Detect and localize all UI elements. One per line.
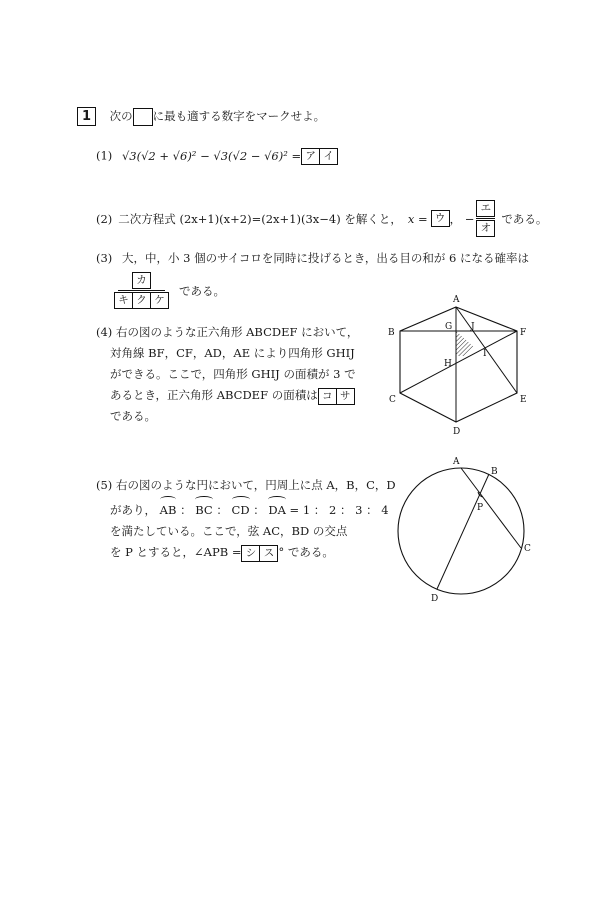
q4-line5: である。 [110, 409, 156, 423]
label-d: D [431, 594, 439, 604]
q3-blank-ka[interactable]: カ [132, 272, 151, 289]
q1-expression: √3(√2 + √6)² − √3(√2 − √6)² = [121, 148, 302, 163]
label-g: G [445, 322, 453, 332]
arc-cd: CD [232, 500, 250, 521]
problem-header [77, 107, 325, 126]
q3-blank-ke[interactable]: ケ [151, 292, 169, 309]
circle-figure [385, 452, 545, 612]
arc-sep-1: ： [180, 503, 192, 517]
q3-tail: である。 [179, 283, 225, 298]
hexagon-figure [380, 290, 530, 440]
q4-line1: 右の図のような正六角形 ABCDEF において， [115, 325, 359, 339]
q2-blank-o[interactable]: オ [476, 220, 495, 237]
chord-bd [437, 474, 489, 589]
q3-label: (3) [96, 251, 113, 265]
q5-blank-shi[interactable]: シ [241, 545, 260, 562]
arc-ratio: = 1 ： 2 ： 3 ： 4 [289, 503, 389, 517]
q3-blank-ku[interactable]: ク [133, 292, 151, 309]
arc-sep-3: ： [253, 503, 265, 517]
question-5 [96, 475, 396, 563]
q5-label: (5) [96, 478, 113, 492]
q5-line3: を満たしている。ここで，弦 AC，BD の交点 [110, 524, 348, 538]
arc-ab: AB [160, 500, 177, 521]
label-i: I [483, 349, 487, 359]
label-h: H [444, 359, 452, 369]
q2-separator: ， − [449, 211, 475, 226]
q5-line4: を P とすると，∠APB = [110, 545, 242, 559]
answer-blank-example [133, 108, 153, 126]
label-b: B [491, 467, 498, 477]
q1-blank-a[interactable]: ア [301, 148, 320, 165]
q4-blank-sa[interactable]: サ [337, 388, 355, 405]
question-2 [96, 200, 547, 237]
label-d: D [453, 427, 461, 437]
label-a: A [453, 457, 460, 467]
label-f: F [520, 328, 527, 338]
label-c: C [524, 544, 531, 554]
arc-sep-2: ： [216, 503, 228, 517]
q2-tail: である。 [501, 211, 548, 226]
label-p: P [477, 503, 484, 513]
instruction-suffix: に最も適する数字をマークせよ。 [152, 109, 326, 123]
q5-blank-su[interactable]: ス [260, 545, 278, 562]
label-a: A [453, 295, 460, 305]
chord-ac [461, 468, 521, 548]
circle-outline [398, 468, 524, 594]
arc-bc: BC [195, 500, 212, 521]
question-1 [96, 148, 338, 165]
question-3 [96, 250, 529, 266]
q1-label: (1) [96, 148, 113, 163]
q3-fraction [114, 272, 169, 309]
q2-blank-e[interactable]: エ [476, 200, 495, 217]
q2-blank-u[interactable]: ウ [431, 210, 450, 227]
hexagon-outline [400, 307, 517, 422]
shaded-region-ghij [456, 331, 474, 356]
q2-label: (2) [96, 211, 113, 226]
question-4 [96, 322, 396, 427]
q2-text: 二次方程式 (2x+1)(x+2)=(2x+1)(3x−4) を解くと， [118, 211, 402, 226]
q3-blank-ki[interactable]: キ [114, 292, 133, 309]
q2-x-equals: x = [407, 211, 428, 226]
q2-fraction [476, 200, 495, 237]
label-b: B [388, 328, 395, 338]
q5-line2-prefix: があり， [110, 503, 156, 517]
q3-answer-row [114, 272, 225, 309]
instruction-prefix: 次の [109, 109, 133, 123]
label-e: E [520, 395, 527, 405]
q5-line4-post: ° である。 [278, 545, 334, 559]
q3-text: 大，中，小 3 個のサイコロを同時に投げるとき，出る目の和が 6 になる確率は [121, 251, 529, 265]
q4-line3: ができる。ここで，四角形 GHIJ の面積が 3 で [110, 367, 356, 381]
q5-line1: 右の図のような円において，円周上に点 A，B，C，D [115, 478, 396, 492]
q4-label: (4) [96, 325, 113, 339]
arc-da: DA [268, 500, 286, 521]
q1-blank-i[interactable]: イ [320, 148, 338, 165]
q4-blank-ko[interactable]: コ [318, 388, 337, 405]
q4-line4: あるとき，正六角形 ABCDEF の面積は [110, 388, 318, 402]
problem-number: 1 [77, 107, 96, 126]
q4-line2: 対角線 BF，CF，AD，AE により四角形 GHIJ [110, 346, 355, 360]
label-j: J [471, 322, 475, 332]
label-c: C [389, 395, 396, 405]
